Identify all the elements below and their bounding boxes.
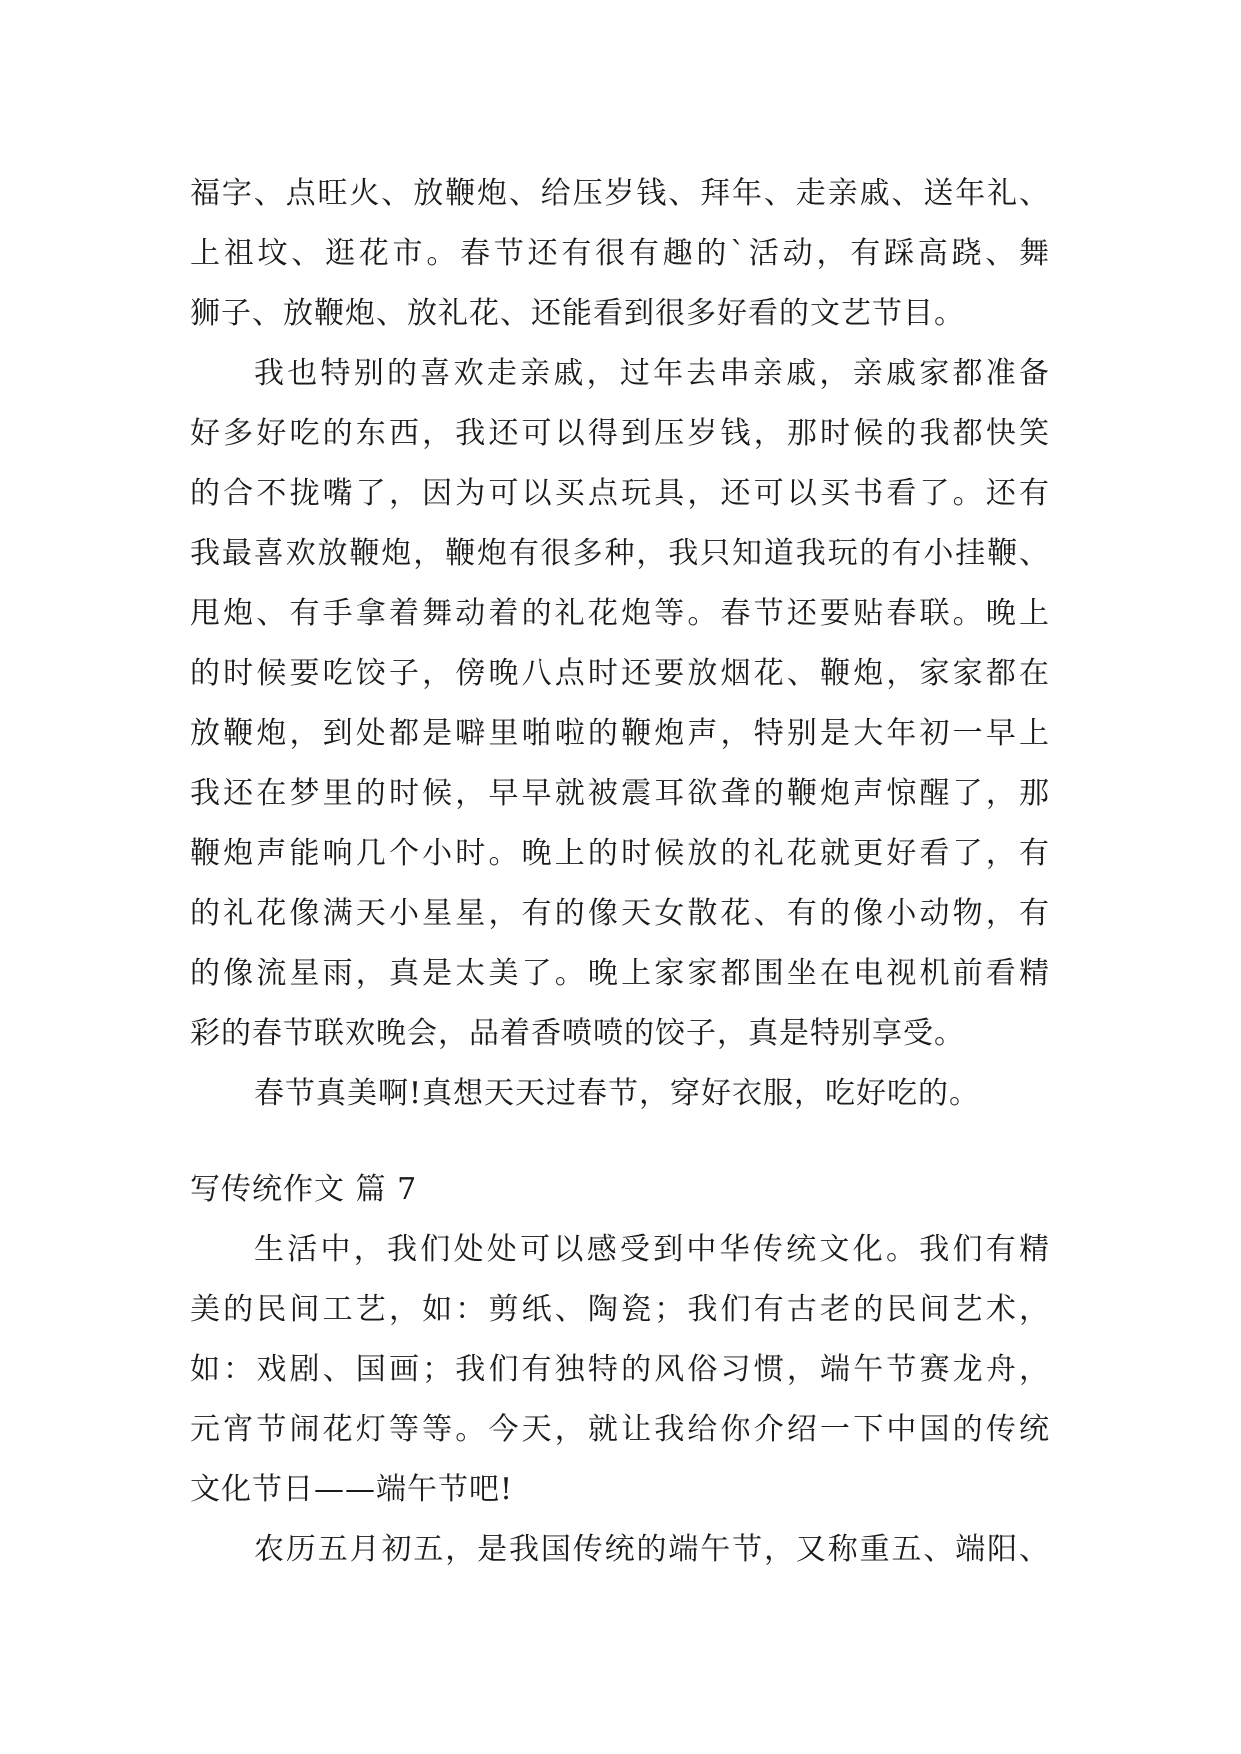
document-body: [190, 164, 1050, 1580]
text-line: 文化节日——端午节吧!: [190, 1472, 514, 1507]
text-line: 如：戏剧、国画；我们有独特的风俗习惯，端午节赛龙舟，: [190, 1352, 1050, 1387]
paragraph-1: [190, 164, 1050, 344]
paragraph-5: [190, 1520, 1050, 1580]
text-line: 我还在梦里的时候，早早就被震耳欲聋的鞭炮声惊醒了，那: [190, 776, 1050, 811]
text-line: 的合不拢嘴了，因为可以买点玩具，还可以买书看了。还有: [190, 476, 1050, 511]
text-line: 的时候要吃饺子，傍晚八点时还要放烟花、鞭炮，家家都在: [190, 656, 1050, 691]
text-line: 甩炮、有手拿着舞动着的礼花炮等。春节还要贴春联。晚上: [190, 596, 1050, 631]
text-line: 的礼花像满天小星星，有的像天女散花、有的像小动物，有: [190, 896, 1050, 931]
text-line: 元宵节闹花灯等等。今天，就让我给你介绍一下中国的传统: [190, 1412, 1050, 1447]
text-line: 生活中，我们处处可以感受到中华传统文化。我们有精: [254, 1232, 1050, 1267]
text-line: 放鞭炮，到处都是噼里啪啦的鞭炮声，特别是大年初一早上: [190, 716, 1050, 751]
text-line: 我最喜欢放鞭炮，鞭炮有很多种，我只知道我玩的有小挂鞭、: [190, 536, 1050, 571]
paragraph-3: [190, 1064, 1050, 1124]
text-line: 福字、点旺火、放鞭炮、给压岁钱、拜年、走亲戚、送年礼、: [190, 176, 1050, 211]
text-line: 春节真美啊!真想天天过春节，穿好衣服，吃好吃的。: [254, 1076, 981, 1111]
text-line: 好多好吃的东西，我还可以得到压岁钱，那时候的我都快笑: [190, 416, 1050, 451]
text-line: 农历五月初五，是我国传统的端午节，又称重五、端阳、: [254, 1532, 1050, 1567]
paragraph-2: [190, 344, 1050, 1064]
section-heading: 写传统作文 篇 7: [190, 1172, 418, 1207]
text-line: 我也特别的喜欢走亲戚，过年去串亲戚，亲戚家都准备: [254, 356, 1050, 391]
text-line: 鞭炮声能响几个小时。晚上的时候放的礼花就更好看了，有: [190, 836, 1050, 871]
text-line: 狮子、放鞭炮、放礼花、还能看到很多好看的文艺节目。: [190, 296, 965, 331]
text-line: 上祖坟、逛花市。春节还有很有趣的`活动，有踩高跷、舞: [190, 236, 1050, 271]
text-line: 的像流星雨，真是太美了。晚上家家都围坐在电视机前看精: [190, 956, 1050, 991]
text-line: 彩的春节联欢晚会，品着香喷喷的饺子，真是特别享受。: [190, 1016, 965, 1051]
text-line: 美的民间工艺，如：剪纸、陶瓷；我们有古老的民间艺术，: [190, 1292, 1050, 1327]
section-gap: [190, 1124, 1050, 1160]
paragraph-4: [190, 1220, 1050, 1520]
